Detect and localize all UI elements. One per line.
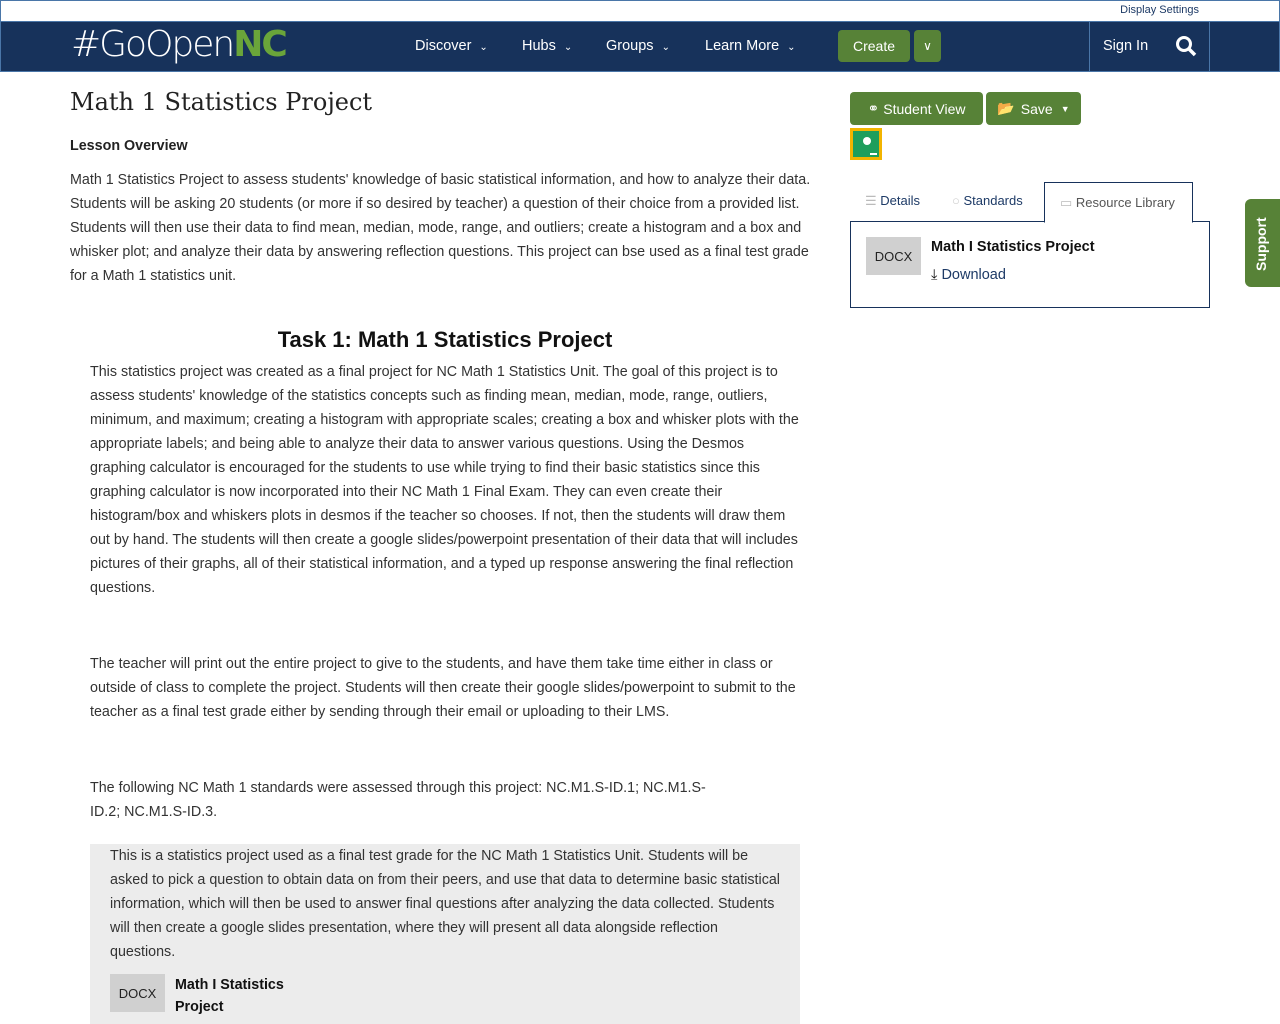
page-title: Math 1 Statistics Project [70, 88, 373, 116]
tab-resource-library[interactable] [1044, 182, 1193, 223]
create-dropdown-button[interactable] [914, 30, 941, 62]
nav-hubs[interactable] [522, 38, 572, 54]
file-type-badge: DOCX [866, 237, 921, 275]
circle-icon: ○ [952, 193, 960, 208]
display-settings-link[interactable]: Display Settings [1120, 4, 1199, 16]
chevron-down-icon: ∨ [923, 39, 932, 53]
tab-label: Details [880, 193, 921, 208]
file-type-badge: DOCX [110, 974, 165, 1012]
folder-open-icon: 📂 [997, 100, 1015, 116]
caret-down-icon: ▼ [1060, 103, 1070, 114]
nav-learn-more[interactable] [705, 38, 796, 54]
task-paragraph: This statistics project was created as a final project for NC Math 1 Statistics Unit. The goal of this project is to assess students' knowledge of the statistics concepts such as finding mean, median, mode, range, outliers, minimum, and maximum; creating a histogram with appropriate scales; creating a box and whisker plots with the appropriate labels; and being able to analyze their data to answer various questions. Using the Desmos graphing calculator is encouraged for the students to use while trying to find their basic statistics since this graphing calculator is now incorporated into their NC Math 1 Final Exam. They can even create their histogram/box and whiskers plots in desmos if the teacher so chooses. If not, then the students will draw them out by hand. The students will then create a google slides/powerpoint presentation of their data that will includes pictures of their graphs, all of their statistical information, and a typed up response answering the final reflection questions. [90, 364, 799, 596]
lesson-overview-heading: Lesson Overview [70, 138, 188, 154]
tab-standards[interactable] [952, 193, 1023, 208]
file-name: Math I Statistics Project [931, 239, 1095, 255]
list-icon: ☰ [865, 193, 877, 208]
nav-discover[interactable] [415, 38, 488, 54]
resource-panel [90, 844, 800, 1024]
save-button[interactable] [986, 92, 1081, 125]
button-label: Save [1020, 100, 1053, 117]
student-view-button[interactable] [850, 92, 983, 125]
logo-accent: NC [233, 24, 286, 65]
main-nav [0, 21, 1280, 72]
book-icon: ▭ [1060, 195, 1073, 210]
tab-label: Resource Library [1075, 195, 1175, 210]
chevron-down-icon: ⌄ [661, 42, 670, 53]
link-icon: ⚭ [867, 100, 880, 116]
support-tab[interactable] [1245, 199, 1280, 287]
nav-groups[interactable] [606, 38, 670, 54]
link-label: Download [941, 267, 1006, 283]
task-paragraph: The teacher will print out the entire project to give to the students, and have them take time either in class or outside of class to complete the project. Students will then create their google slides/powerpoint to submit to the teacher as a final test grade either by sending through their email or uploading to their LMS. [90, 656, 796, 720]
google-classroom-icon[interactable] [850, 128, 882, 160]
chevron-down-icon: ⌄ [563, 42, 573, 53]
divider [1089, 22, 1090, 72]
resource-name[interactable]: Math I Statistics Project [175, 977, 284, 1015]
nav-label: Discover [415, 38, 472, 54]
tab-details[interactable] [865, 193, 920, 209]
resource-library-panel [850, 221, 1210, 308]
lesson-overview-text: Math 1 Statistics Project to assess students' knowledge of basic statistical information, and how to analyze their data. Students will be asking 20 students (or more if so desired by teacher) a question of their choice from a provided list. Students will then use their data to find mean, median, mode, range, and outliers; create a histogram and a box and whisker plot; and analyze their data by answering reflection questions. This project can bse used as a final test grade for a Math 1 statistics unit. [70, 172, 811, 284]
logo-text: #GoOpen [71, 24, 234, 65]
download-icon: ⤓ [931, 267, 938, 283]
search-icon[interactable] [1175, 35, 1197, 62]
nav-label: Hubs [522, 38, 556, 54]
logo[interactable] [71, 24, 286, 65]
download-link[interactable] [931, 267, 1006, 283]
divider [1209, 22, 1210, 72]
button-label: Student View [883, 100, 966, 117]
create-button[interactable]: Create [838, 30, 910, 62]
support-label: Support [1253, 217, 1269, 271]
sign-in-link[interactable]: Sign In [1103, 38, 1149, 54]
chevron-down-icon: ⌄ [479, 42, 488, 53]
task-title: Task 1: Math 1 Statistics Project [277, 327, 613, 352]
tab-label: Standards [963, 193, 1023, 208]
top-bar [0, 0, 1280, 21]
nav-label: Learn More [705, 38, 780, 54]
chevron-down-icon: ⌄ [787, 42, 796, 53]
nav-label: Groups [606, 38, 654, 54]
task-paragraph: The following NC Math 1 standards were assessed through this project: NC.M1.S-ID.1; NC.M1.S-ID.2; NC.M1.S-ID.3. [90, 780, 706, 820]
resource-description: This is a statistics project used as a final test grade for the NC Math 1 Statistics Unit. Students will be asked to pick a question to obtain data on from their peers, and use that data to determine basic statistical information, which will then be used to answer final questions after analyzing the data collected. Students will then create a google slides presentation, where they will present all data alongside reflection questions. [110, 848, 780, 960]
